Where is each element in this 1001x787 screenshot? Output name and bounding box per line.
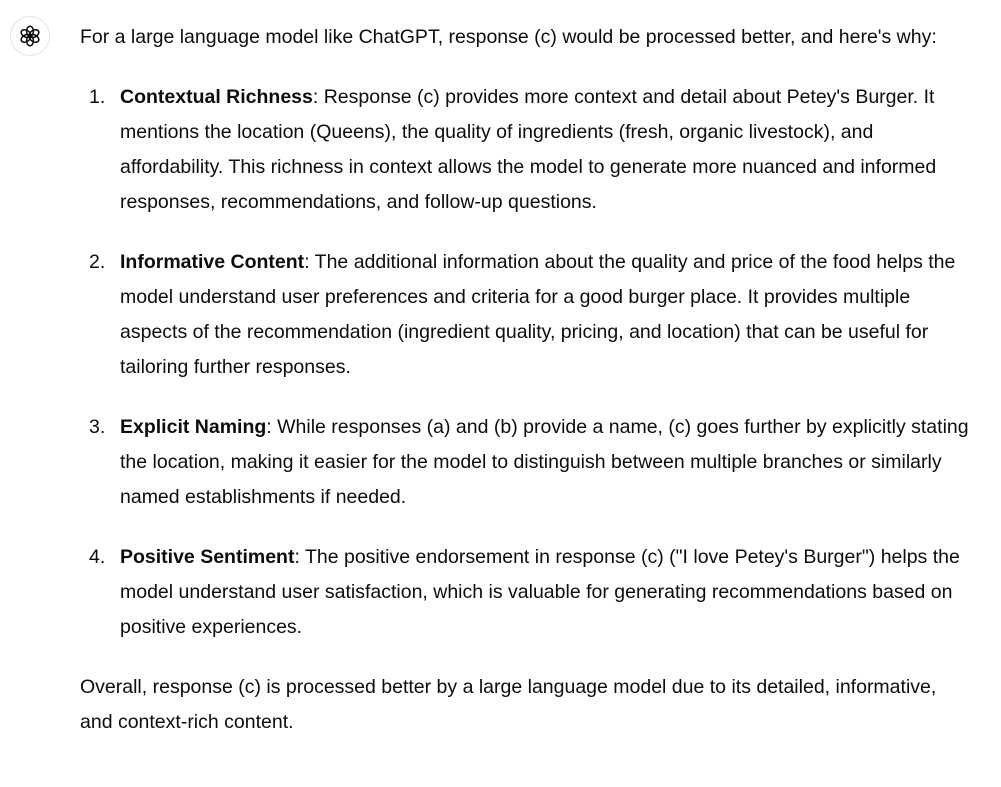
list-item	[80, 540, 970, 645]
list-item	[80, 245, 970, 385]
list-item	[80, 410, 970, 515]
list-item-number: 1.	[89, 86, 106, 108]
list-item-title: Explicit Naming	[120, 416, 267, 438]
message-intro: For a large language model like ChatGPT, response (c) would be processed better, and here's why:	[80, 26, 937, 48]
list-item-number: 4.	[89, 546, 106, 568]
list-item-title: Positive Sentiment	[120, 546, 295, 568]
list-item-body: : The additional information about the quality and price of the food helps the model understand user preferences and criteria for a good burger place. It provides multiple aspects of the recommendation (ingredient quality, pricing, and location) that can be useful for tailoring further responses.	[120, 251, 956, 378]
list-item-body: : While responses (a) and (b) provide a name, (c) goes further by explicitly stating the location, making it easier for the model to distinguish between multiple branches or similarly named establishments if needed.	[120, 416, 969, 508]
numbered-list	[80, 80, 970, 645]
list-item-number: 2.	[89, 251, 106, 273]
list-item-title: Informative Content	[120, 251, 305, 273]
list-item-number: 3.	[89, 416, 106, 438]
openai-logo-icon	[18, 24, 42, 48]
list-item	[80, 80, 970, 220]
list-item-body: : Response (c) provides more context and detail about Petey's Burger. It mentions the location (Queens), the quality of ingredients (fresh, organic livestock), and affordability. This richness in context allows the model to generate more nuanced and informed responses, recommendations, and follow-up questions.	[120, 86, 937, 213]
assistant-message	[80, 20, 970, 740]
assistant-avatar	[10, 16, 50, 56]
list-item-title: Contextual Richness	[120, 86, 313, 108]
list-item-body: : The positive endorsement in response (c) ("I love Petey's Burger") helps the model understand user satisfaction, which is valuable for generating recommendations based on positive experiences.	[120, 546, 960, 638]
message-outro: Overall, response (c) is processed better by a large language model due to its detailed, informative, and context-rich content.	[80, 676, 937, 733]
